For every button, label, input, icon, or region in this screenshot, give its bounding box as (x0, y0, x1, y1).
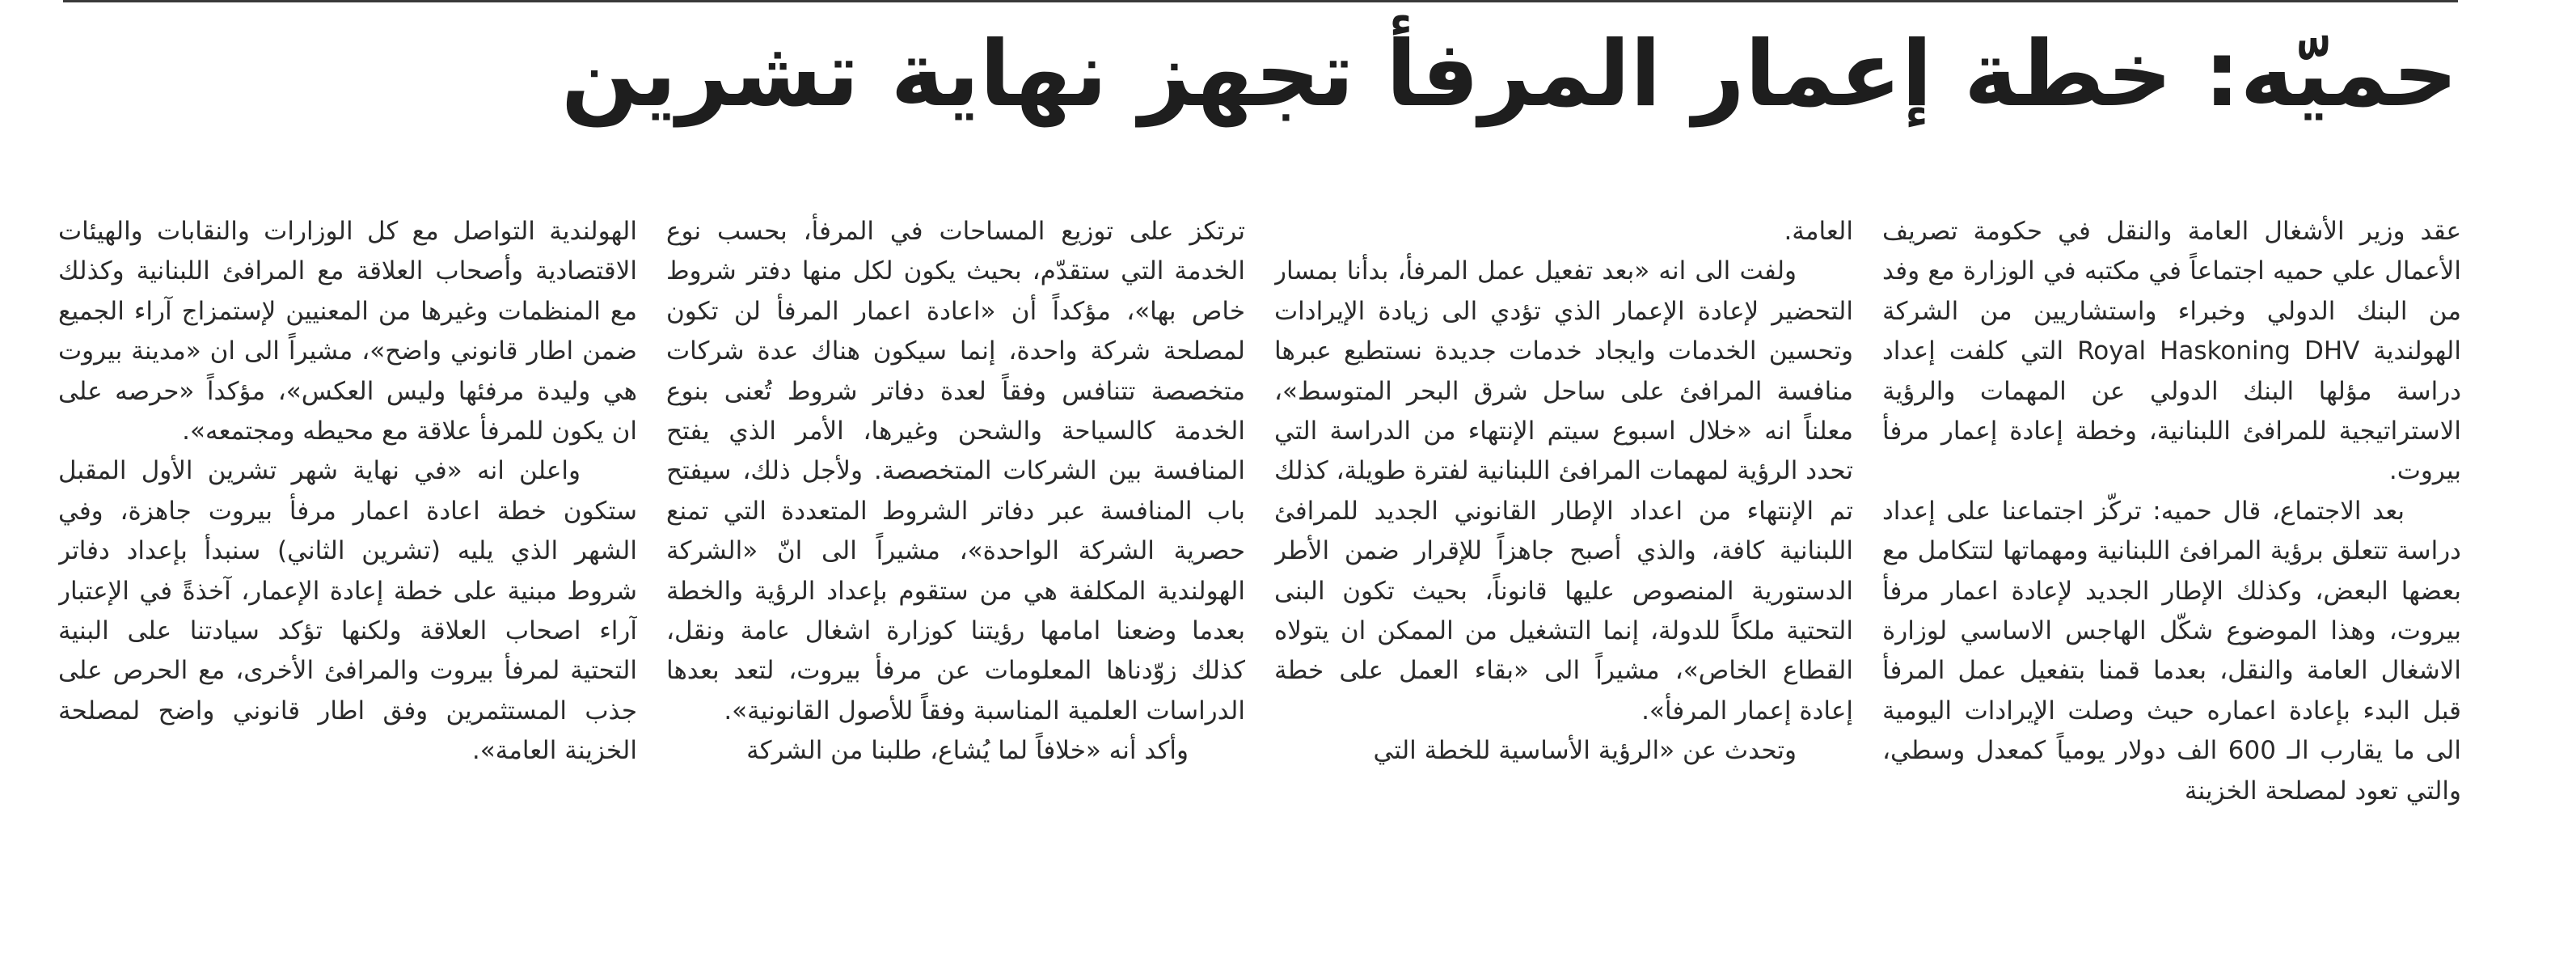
column-3 (666, 212, 1245, 907)
column-4-paragraph-1: الهولندية التواصل مع كل الوزارات والنقابات والهيئات الاقتصادية وأصحاب العلاقة مع المرافئ اللبنانية وكذلك مع المنظمات وغيرها من المعنيين لإستمزاج آراء الجميع ضمن اطار قانوني واضح»، مشيراً الى ان «مدينة بيروت هي وليدة مرفئها وليس العكس»، مؤكداً «حرصه على ان يكون للمرفأ علاقة مع محيطه ومجتمعه». (58, 217, 637, 446)
column-2-paragraph-1: العامة. (1784, 217, 1853, 246)
column-3-paragraph-1: ترتكز على توزيع المساحات في المرفأ، بحسب نوع الخدمة التي ستقدّم، بحيث يكون لكل منها دفتر شروط خاص بها»، مؤكداً أن «اعادة اعمار المرفأ لن تكون لمصلحة شركة واحدة، إنما سيكون هناك عدة شركات متخصصة تتنافس وفقاً لعدة دفاتر شروط تُعنى بنوع الخدمة كالسياحة والشحن وغيرها، الأمر الذي يفتح المنافسة بين الشركات المتخصصة. ولأجل ذلك، سيفتح باب المنافسة عبر دفاتر الشروط المتعددة التي تمنع حصرية الشركة الواحدة»، مشيراً الى انّ «الشركة الهولندية المكلفة هي من ستقوم بإعداد الرؤية والخطة بعدما وضعنا امامها رؤيتنا كوزارة اشغال عامة ونقل، كذلك زوّدناها المعلومات عن مرفأ بيروت، لتعد بعدها الدراسات العلمية المناسبة وفقاً للأصول القانونية». (666, 217, 1245, 725)
column-2-paragraph-3: وتحدث عن «الرؤية الأساسية للخطة التي (1373, 736, 1797, 766)
column-3-paragraph-2: وأكد أنه «خلافاً لما يُشاع، طلبنا من الشركة (746, 736, 1189, 766)
column-1-paragraph-2: بعد الاجتماع، قال حميه: تركّز اجتماعنا على إعداد دراسة تتعلق برؤية المرافئ اللبنانية ومهماتها لتتكامل مع بعضها البعض، وكذلك الإطار الجديد لإعادة اعمار مرفأ بيروت، وهذا الموضوع شكّل الهاجس الاساسي لوزارة الاشغال العامة والنقل، بعدما قمنا بتفعيل عمل المرفأ قبل البدء بإعادة اعماره حيث وصلت الإيرادات اليومية الى ما يقارب الـ 600 الف دولار يومياً كمعدل وسطي، والتي تعود لمصلحة الخزينة (1882, 496, 2461, 806)
article-body (58, 212, 2461, 907)
column-4 (58, 212, 637, 907)
column-2-paragraph-2: ولفت الى انه «بعد تفعيل عمل المرفأ، بدأنا بمسار التحضير لإعادة الإعمار الذي تؤدي الى زيادة الإيرادات وتحسين الخدمات وايجاد خدمات جديدة نستطيع عبرها منافسة المرافئ على ساحل شرق البحر المتوسط»، معلناً انه «خلال اسبوع سيتم الإنتهاء من الدراسة التي تحدد الرؤية لمهمات المرافئ اللبنانية لفترة طويلة، كذلك تم الإنتهاء من اعداد الإطار القانوني الجديد للمرافئ اللبنانية كافة، والذي أصبح جاهزاً للإقرار ضمن الأطر الدستورية المنصوص عليها قانوناً، بحيث تكون البنى التحتية ملكاً للدولة، إنما التشغيل من الممكن ان يتولاه القطاع الخاص»، مشيراً الى «بقاء العمل على خطة إعادة إعمار المرفأ». (1274, 256, 1853, 725)
column-4-paragraph-2: واعلن انه «في نهاية شهر تشرين الأول المقبل ستكون خطة اعادة اعمار مرفأ بيروت جاهزة، وفي الشهر الذي يليه (تشرين الثاني) سنبدأ بإعداد دفاتر شروط مبنية على خطة إعادة الإعمار، آخذةً في الإعتبار آراء اصحاب العلاقة ولكنها تؤكد سيادتنا على البنية التحتية لمرفأ بيروت والمرافئ الأخرى، مع الحرص على جذب المستثمرين وفق اطار قانوني واضح لمصلحة الخزينة العامة». (58, 456, 637, 766)
top-rule (63, 0, 2458, 2)
headline: حميّه: خطة إعمار المرفأ تجهز نهاية تشرين (561, 22, 2458, 127)
column-1 (1882, 212, 2461, 907)
column-1-paragraph-1: عقد وزير الأشغال العامة والنقل في حكومة تصريف الأعمال علي حميه اجتماعاً في مكتبه في الوزارة مع وفد من البنك الدولي وخبراء واستشاريين من الشركة الهولندية Royal Haskoning DHV التي كلفت إعداد دراسة مؤلها البنك الدولي عن المهمات والرؤية الاستراتيجية للمرافئ اللبنانية، وخطة إعادة إعمار مرفأ بيروت. (1882, 217, 2461, 486)
column-2 (1274, 212, 1853, 907)
